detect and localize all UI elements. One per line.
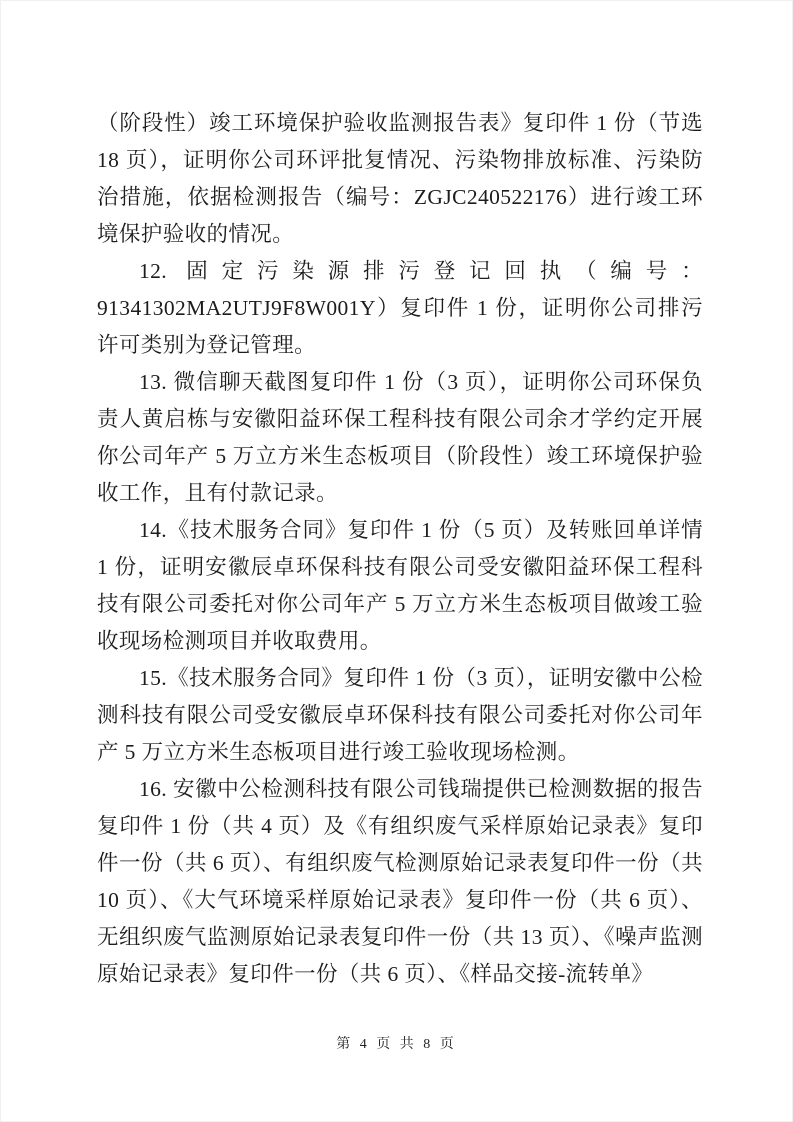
paragraph-item-13: 13. 微信聊天截图复印件 1 份（3 页），证明你公司环保负责人黄启栋与安徽阳益环保工程科技有限公司余才学约定开展你公司年产 5 万立方米生态板项目（阶段性）竣工环境保护验收工作，且有付款记录。 <box>97 370 703 505</box>
paragraph-item-12: 12. 固定污染源排污登记回执（编号：91341302MA2UTJ9F8W001Y）复印件 1 份，证明你公司排污许可类别为登记管理。 <box>97 259 703 357</box>
page-body <box>97 105 703 993</box>
page-number-label: 第 4 页 共 8 页 <box>336 1037 457 1052</box>
page-footer <box>1 1033 792 1053</box>
paragraph-item-15: 15.《技术服务合同》复印件 1 份（3 页），证明安徽中公检测科技有限公司受安徽辰卓环保科技有限公司委托对你公司年产 5 万立方米生态板项目进行竣工验收现场检测。 <box>97 666 703 764</box>
paragraph-item-16: 16. 安徽中公检测科技有限公司钱瑞提供已检测数据的报告复印件 1 份（共 4 页）及《有组织废气采样原始记录表》复印件一份（共 6 页）、有组织废气检测原始记录表复印件一份（共 10 页）、《大气环境采样原始记录表》复印件一份（共 6 页）、无组织废气监测原始记录表复印件一份（共 13 页）、《噪声监测原始记录表》复印件一份（共 6 页）、《样品交接-流转单》 <box>97 777 703 986</box>
paragraph-continuation: （阶段性）竣工环境保护验收监测报告表》复印件 1 份（节选 18 页），证明你公司环评批复情况、污染物排放标准、污染防治措施，依据检测报告（编号：ZGJC240522176）进行竣工环境保护验收的情况。 <box>97 111 703 246</box>
paragraph-item-14: 14.《技术服务合同》复印件 1 份（5 页）及转账回单详情 1 份，证明安徽辰卓环保科技有限公司受安徽阳益环保工程科技有限公司委托对你公司年产 5 万立方米生态板项目做竣工验收现场检测项目并收取费用。 <box>97 518 703 653</box>
